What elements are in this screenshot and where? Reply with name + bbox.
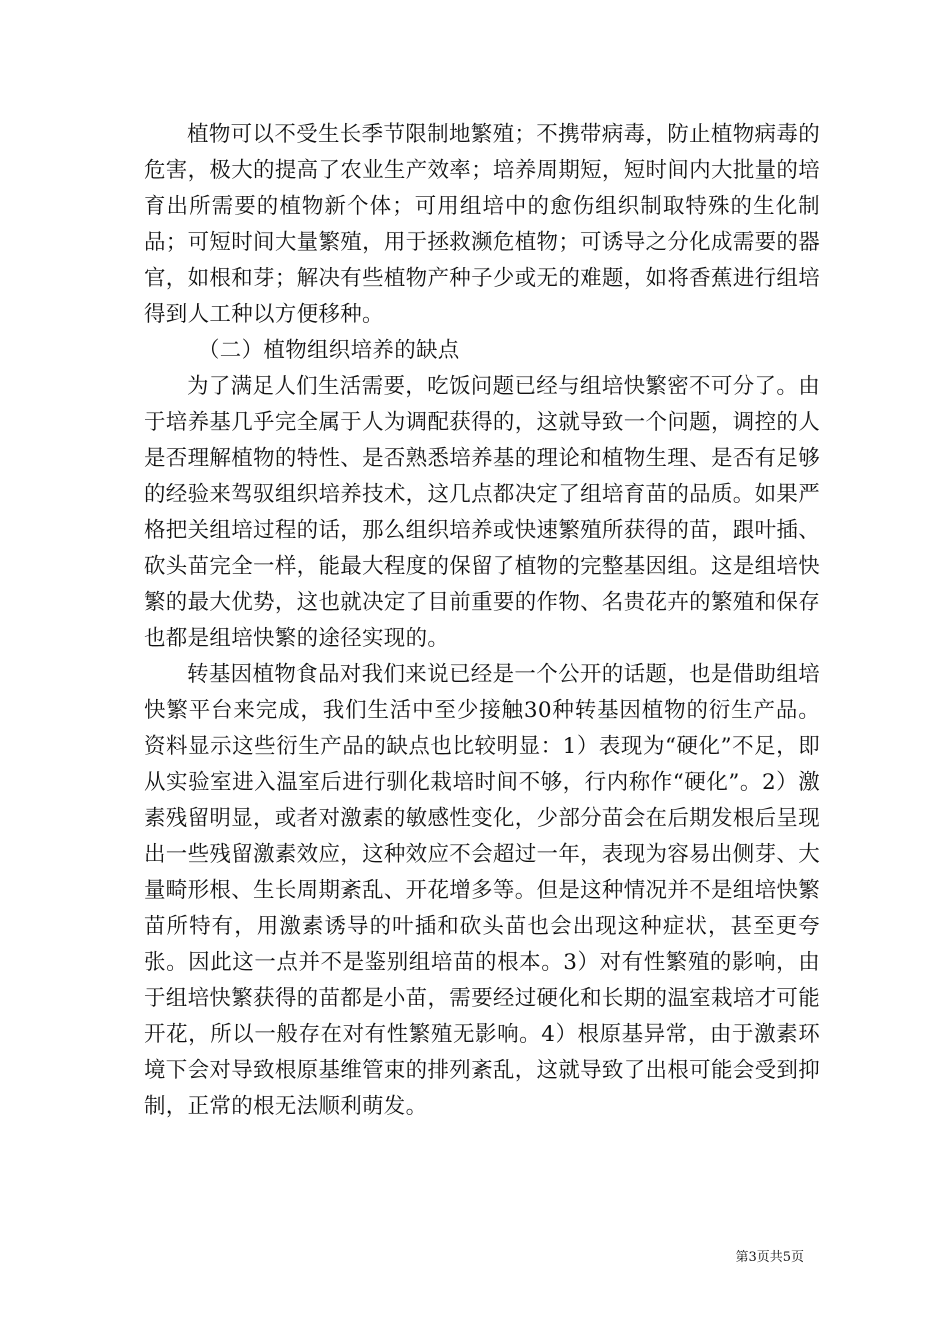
paragraph-advantages: 植物可以不受生长季节限制地繁殖；不携带病毒，防止植物病毒的危害，极大的提高了农业生产效率；培养周期短，短时间内大批量的培育出所需要的植物新个体；可用组培中的愈伤组织制取特殊的生化制品；可短时间大量繁殖，用于拯救濒危植物；可诱导之分化成需要的器官，如根和芽；解决有些植物产种子少或无的难题，如将香蕉进行组培得到人工种以方便移种。 — [144, 122, 820, 327]
page-number-footer: 第3页共5页 — [735, 1250, 804, 1265]
paragraph-disadvantages-intro: 为了满足人们生活需要，吃饭问题已经与组培快繁密不可分了。由于培养基几乎完全属于人为调配获得的，这就导致一个问题，调控的人是否理解植物的特性、是否熟悉培养基的理论和植物生理、是否有足够的经验来驾驭组织培养技术，这几点都决定了组培育苗的品质。如果严格把关组培过程的话，那么组织培养或快速繁殖所获得的苗，跟叶插、砍头苗完全一样，能最大程度的保留了植物的完整基因组。这是组培快繁的最大优势，这也就决定了目前重要的作物、名贵花卉的繁殖和保存也都是组培快繁的途径实现的。 — [144, 374, 820, 651]
section-heading: （二）植物组织培养的缺点 — [198, 338, 460, 363]
document-body — [144, 117, 820, 1125]
paragraph-transgenic: 转基因植物食品对我们来说已经是一个公开的话题，也是借助组培快繁平台来完成，我们生活中至少接触30种转基因植物的衍生产品。资料显示这些衍生产品的缺点也比较明显：1）表现为“硬化”不足，即从实验室进入温室后进行驯化栽培时间不够，行内称作“硬化”。2）激素残留明显，或者对激素的敏感性变化，少部分苗会在后期发根后呈现出一些残留激素效应，这种效应不会超过一年，表现为容易出侧芽、大量畸形根、生长周期紊乱、开花增多等。但是这种情况并不是组培快繁苗所特有，用激素诱导的叶插和砍头苗也会出现这种症状，甚至更夸张。因此这一点并不是鉴别组培苗的根本。3）对有性繁殖的影响，由于组培快繁获得的苗都是小苗，需要经过硬化和长期的温室栽培才可能开花，所以一般存在对有性繁殖无影响。4）根原基异常，由于激素环境下会对导致根原基维管束的排列紊乱，这就导致了出根可能会受到抑制，正常的根无法顺利萌发。 — [144, 662, 820, 1119]
